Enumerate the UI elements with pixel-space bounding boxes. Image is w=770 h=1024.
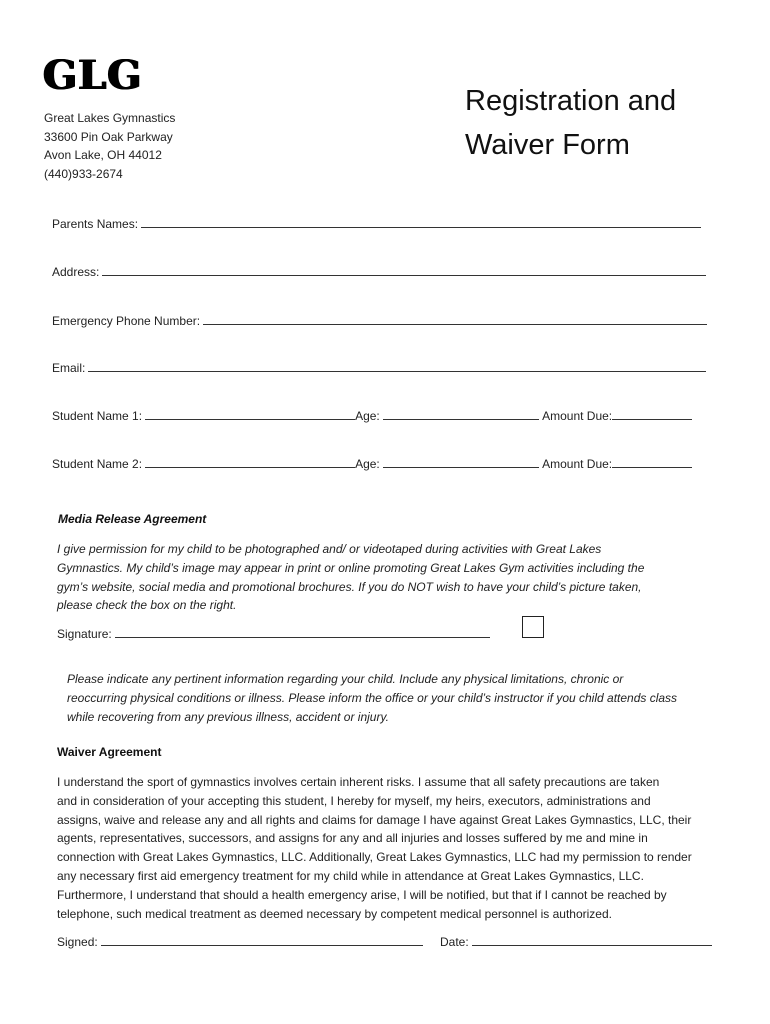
emergency-phone-label: Emergency Phone Number: bbox=[52, 314, 201, 328]
student2-name-field[interactable] bbox=[145, 456, 355, 468]
student1-age-field[interactable] bbox=[383, 408, 539, 420]
email-field[interactable] bbox=[88, 360, 706, 372]
address-field[interactable] bbox=[102, 264, 706, 276]
student2-amount-field[interactable] bbox=[612, 456, 692, 468]
date-label: Date: bbox=[440, 935, 469, 949]
student2-age-field[interactable] bbox=[383, 456, 539, 468]
emergency-phone-field[interactable] bbox=[203, 313, 707, 325]
waiver-line: telephone, such medical treatment as deemed necessary by competent medical personnel is authorized. bbox=[57, 906, 612, 921]
waiver-line: connection with Great Lakes Gymnastics, LLC. Additionally, Great Lakes Gymnastics, LLC had my permission to render bbox=[57, 850, 692, 865]
student1-label: Student Name 1: bbox=[52, 409, 143, 423]
waiver-line: and in consideration of your accepting this student, I hereby for myself, my heirs, executors, administrations and bbox=[57, 793, 651, 808]
address-line: Great Lakes Gymnastics bbox=[44, 111, 176, 125]
business-address bbox=[44, 109, 175, 183]
media-release-line: Gymnastics. My child’s image may appear in print or online promoting Great Lakes Gym activities including the bbox=[57, 560, 645, 575]
form-title bbox=[465, 79, 676, 167]
form-title-line: Registration and bbox=[465, 85, 677, 117]
logo: GLG bbox=[43, 52, 143, 99]
age-label: Age: bbox=[355, 409, 380, 423]
pertinent-info-line: while recovering from any previous illness, accident or injury. bbox=[67, 709, 389, 724]
student1-name-field[interactable] bbox=[145, 408, 355, 420]
signature-label: Signature: bbox=[57, 627, 112, 641]
waiver-text bbox=[57, 773, 692, 923]
media-release-line: please check the box on the right. bbox=[57, 598, 237, 613]
waiver-line: any necessary first aid emergency treatment for my child while in attendance at Great Lakes Gymnastics, LLC. bbox=[57, 868, 644, 883]
media-release-heading: Media Release Agreement bbox=[58, 512, 207, 526]
signed-label: Signed: bbox=[57, 935, 98, 949]
signature-field[interactable] bbox=[115, 626, 490, 638]
age-label: Age: bbox=[355, 457, 380, 471]
phone-line: (440)933-2674 bbox=[44, 166, 123, 181]
pertinent-info-line: reoccurring physical conditions or illness. Please inform the office or your child’s instructor if you child attends class bbox=[67, 690, 678, 705]
media-release-line: I give permission for my child to be photographed and/ or videotaped during activities with Great Lakes bbox=[57, 542, 602, 556]
amount-due-label: Amount Due: bbox=[542, 457, 613, 471]
waiver-line: I understand the sport of gymnastics involves certain inherent risks. I assume that all safety precautions are taken bbox=[57, 775, 660, 789]
student1-amount-field[interactable] bbox=[612, 408, 692, 420]
signature-row bbox=[57, 626, 490, 641]
media-release-line: gym’s website, social media and promotional brochures. If you do NOT wish to have your child’s picture taken, bbox=[57, 579, 642, 594]
address-row bbox=[52, 264, 706, 279]
parents-names-field[interactable] bbox=[141, 216, 701, 228]
date-row bbox=[440, 934, 712, 949]
date-field[interactable] bbox=[472, 934, 712, 946]
student1-row bbox=[52, 408, 692, 423]
emergency-phone-row bbox=[52, 313, 707, 328]
address-line: 33600 Pin Oak Parkway bbox=[44, 129, 173, 144]
address-line: Avon Lake, OH 44012 bbox=[44, 148, 162, 162]
signed-field[interactable] bbox=[101, 934, 423, 946]
media-release-text bbox=[57, 540, 644, 615]
pertinent-info-line: Please indicate any pertinent information regarding your child. Include any physical limitations, chronic or bbox=[67, 672, 624, 686]
address-label: Address: bbox=[52, 265, 100, 279]
parents-names-label: Parents Names: bbox=[52, 217, 139, 231]
student2-label: Student Name 2: bbox=[52, 457, 143, 471]
email-label: Email: bbox=[52, 361, 86, 375]
form-title-line: Waiver Form bbox=[465, 129, 630, 161]
media-opt-out-checkbox[interactable] bbox=[522, 616, 544, 638]
pertinent-info-text bbox=[67, 670, 677, 726]
parents-names-row bbox=[52, 216, 701, 231]
amount-due-label: Amount Due: bbox=[542, 409, 613, 423]
waiver-heading: Waiver Agreement bbox=[57, 745, 162, 759]
signed-row bbox=[57, 934, 423, 949]
waiver-line: agents, representatives, successors, and assigns for any and all injuries and losses suffered by me and mine in bbox=[57, 831, 648, 846]
waiver-line: assigns, waive and release any and all rights and claims for damage I have against Great Lakes Gymnastics, LLC, their bbox=[57, 812, 692, 827]
student2-row bbox=[52, 456, 692, 471]
waiver-line: Furthermore, I understand that should a health emergency arise, I will be notified, but that if I cannot be reached by bbox=[57, 887, 667, 902]
email-row bbox=[52, 360, 706, 375]
